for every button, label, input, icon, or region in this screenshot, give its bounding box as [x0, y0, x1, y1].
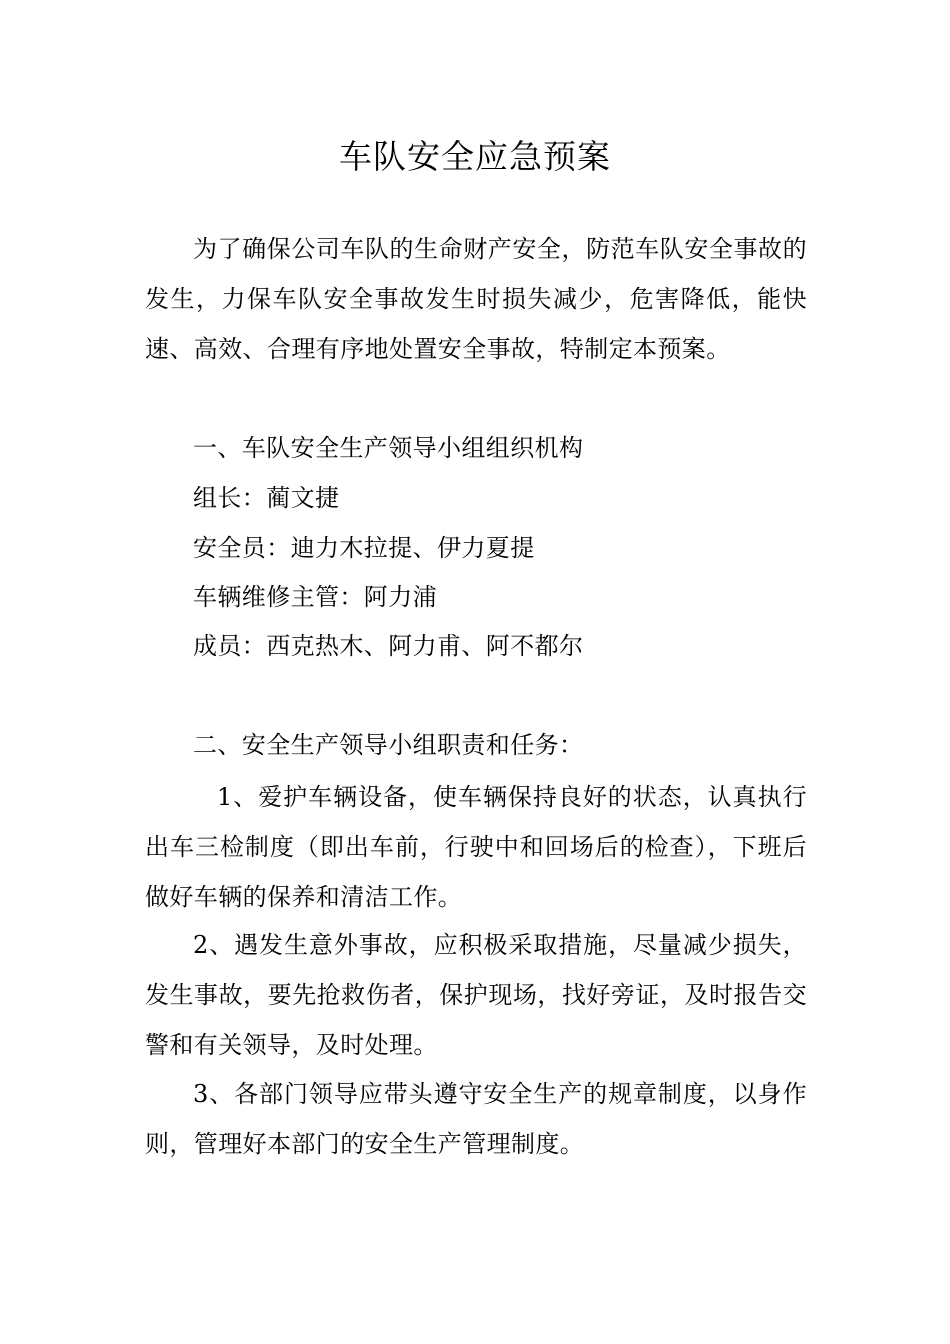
duty-item-3: 3、各部门领导应带头遵守安全生产的规章制度，以身作则，管理好本部门的安全生产管理制度。 [145, 1080, 807, 1158]
leader-line: 组长：蔺文捷 [193, 484, 340, 512]
duty-item-1: 1、爱护车辆设备，使车辆保持良好的状态，认真执行出车三检制度（即出车前，行驶中和回场后的检查），下班后做好车辆的保养和清洁工作。 [145, 783, 807, 911]
safety-officer-line: 安全员：迪力木拉提、伊力夏提 [193, 534, 535, 562]
members-line: 成员：西克热木、阿力甫、阿不都尔 [193, 632, 584, 660]
document-title: 车队安全应急预案 [339, 137, 611, 176]
duty-item-2: 2、遇发生意外事故，应积极采取措施，尽量减少损失，发生事故，要先抢救伤者，保护现场，找好旁证，及时报告交警和有关领导，及时处理。 [145, 931, 807, 1059]
maintenance-supervisor-line: 车辆维修主管：阿力浦 [193, 583, 437, 611]
section1-heading: 一、车队安全生产领导小组组织机构 [193, 434, 584, 462]
section2-heading: 二、安全生产领导小组职责和任务： [193, 731, 584, 759]
intro-paragraph: 为了确保公司车队的生命财产安全，防范车队安全事故的发生，力保车队安全事故发生时损失减少，危害降低，能快速、高效、合理有序地处置安全事故，特制定本预案。 [145, 235, 807, 363]
